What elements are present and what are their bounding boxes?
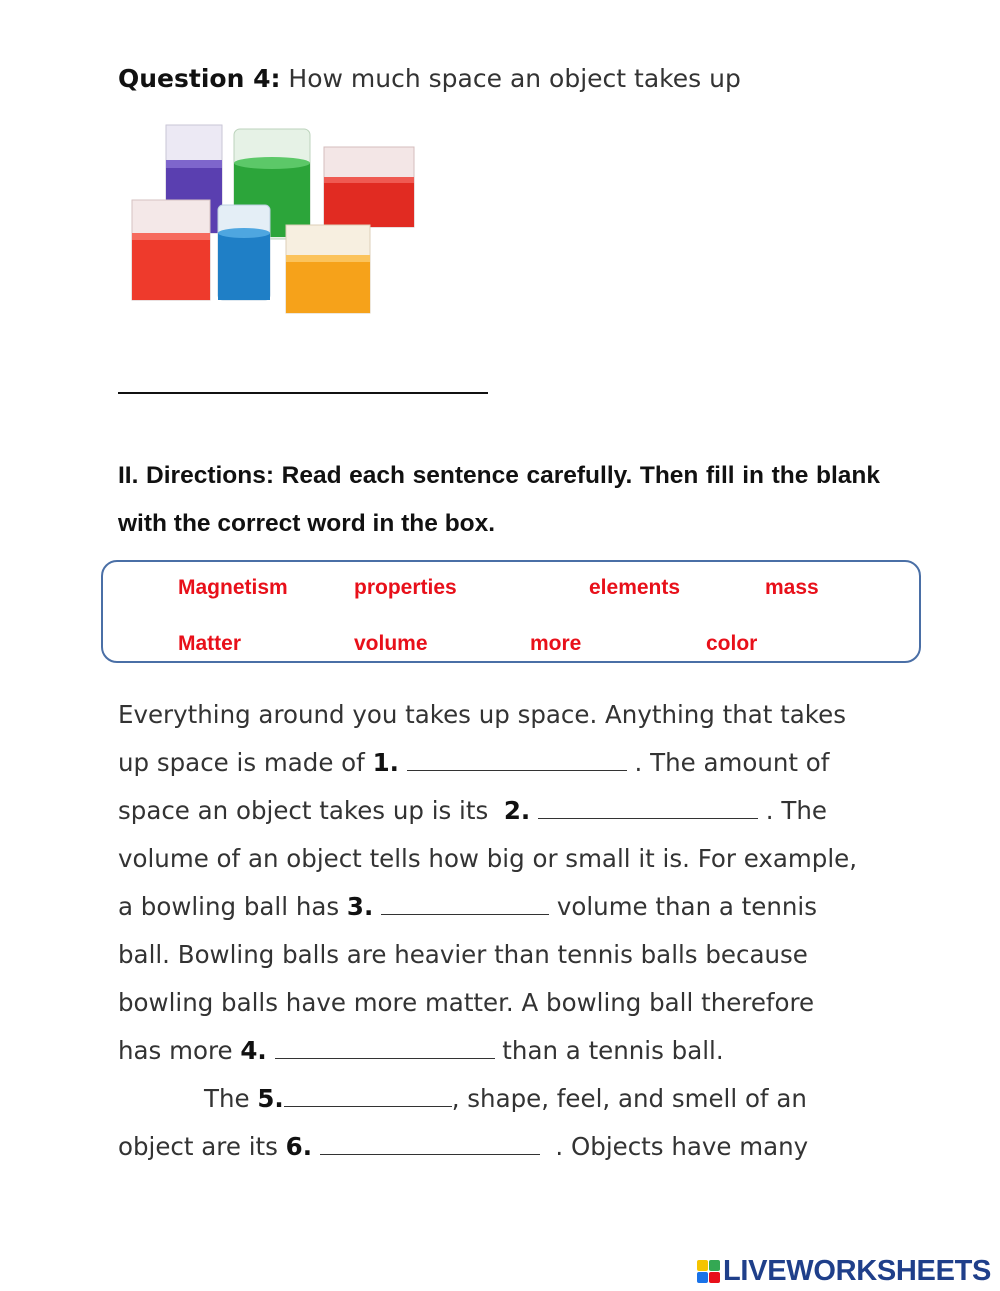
blank-3-input[interactable] <box>381 892 549 915</box>
passage-text: . The <box>757 796 827 825</box>
liveworksheets-logo <box>697 1256 991 1286</box>
passage-line <box>118 1123 918 1171</box>
blank-number: 1. <box>372 748 399 777</box>
passage-text: object are its <box>118 1132 286 1161</box>
colored-liquid-containers-image <box>126 115 426 325</box>
word-option: Magnetism <box>178 576 288 599</box>
passage-text: The <box>204 1084 258 1113</box>
question-4-text: How much space an object takes up <box>280 64 741 93</box>
blank-number: 6. <box>285 1132 313 1161</box>
blank-number: 4. <box>240 1036 267 1065</box>
blank-2-input[interactable] <box>538 796 758 819</box>
directions-text: II. Directions: Read each sentence carefully. Then fill in the blank with the correct word in the box. <box>118 462 880 537</box>
blank-4-input[interactable] <box>275 1036 495 1059</box>
passage-line: volume of an object tells how big or small it is. For example, <box>118 844 858 873</box>
passage-text: a bowling ball has <box>118 892 347 921</box>
blank-number: 2. <box>503 796 531 825</box>
passage-line: ball. Bowling balls are heavier than tennis balls because <box>118 940 808 969</box>
passage-line: Everything around you takes up space. Anything that takes <box>118 700 846 729</box>
passage-text: volume than a tennis <box>549 892 817 921</box>
blank-5-input[interactable] <box>284 1084 452 1107</box>
logo-blocks-icon <box>697 1260 720 1283</box>
passage-text: . The amount of <box>626 748 830 777</box>
passage <box>118 691 918 1171</box>
blank-1-input[interactable] <box>407 748 627 771</box>
blank-6-input[interactable] <box>320 1132 540 1155</box>
word-option: Matter <box>178 632 242 655</box>
passage-line <box>118 787 918 835</box>
question-4-label: Question 4: <box>118 64 281 93</box>
passage-text: up space is made of <box>118 748 373 777</box>
word-box <box>101 560 921 663</box>
passage-text: . Objects have many <box>539 1132 809 1161</box>
passage-text: than a tennis ball. <box>494 1036 724 1065</box>
passage-line <box>118 883 918 931</box>
answer-line[interactable] <box>118 392 488 394</box>
passage-text: has more <box>118 1036 241 1065</box>
word-option: color <box>706 632 758 655</box>
passage-text: , shape, feel, and smell of an <box>451 1084 807 1113</box>
word-option: mass <box>765 576 819 599</box>
question-4 <box>118 64 741 93</box>
word-option: volume <box>354 632 428 655</box>
word-option: properties <box>354 576 457 599</box>
passage-line <box>118 1075 918 1123</box>
blank-number: 5. <box>257 1084 284 1113</box>
passage-line <box>118 1027 918 1075</box>
word-option: elements <box>589 576 681 599</box>
word-option: more <box>530 632 582 655</box>
logo-text: LIVEWORKSHEETS <box>723 1254 992 1287</box>
passage-text: space an object takes up is its <box>118 796 504 825</box>
blank-number: 3. <box>346 892 374 921</box>
passage-line <box>118 739 918 787</box>
passage-line: bowling balls have more matter. A bowling ball therefore <box>118 988 815 1017</box>
